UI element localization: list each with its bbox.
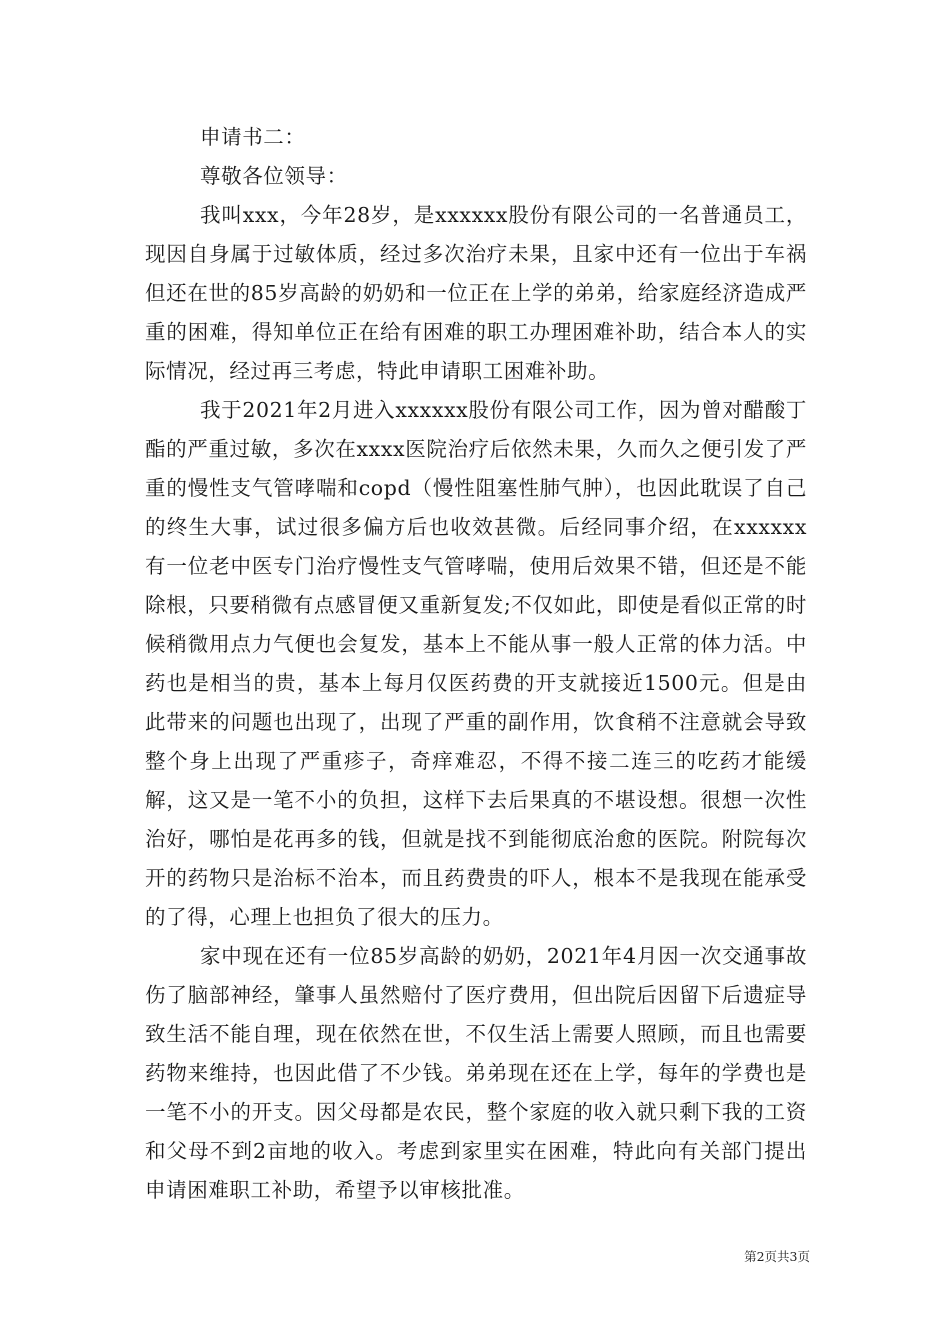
salutation: 尊敬各位领导： — [200, 164, 348, 188]
document-body — [145, 118, 807, 1210]
paragraph-family-situation: 家中现在还有一位85岁高龄的奶奶，2021年4月因一次交通事故伤了脑部神经，肇事人虽然赔付了医疗费用，但出院后因留下后遗症导致生活不能自理，现在依然在世，不仅生活上需要人照顾，而且也需要药物来维持，也因此借了不少钱。弟弟现在还在上学，每年的学费也是一笔不小的开支。因父母都是农民，整个家庭的收入就只剩下我的工资和父母不到2亩地的收入。考虑到家里实在困难，特此向有关部门提出申请困难职工补助，希望予以审核批准。 — [145, 944, 807, 1202]
document-heading: 申请书二： — [200, 125, 306, 149]
page-number: 第2页共3页 — [744, 1249, 810, 1264]
paragraph-introduction: 我叫xxx，今年28岁，是xxxxxx股份有限公司的一名普通员工，现因自身属于过敏体质，经过多次治疗未果，且家中还有一位出于车祸但还在世的85岁高龄的奶奶和一位正在上学的弟弟，给家庭经济造成严重的困难，得知单位正在给有困难的职工办理困难补助，结合本人的实际情况，经过再三考虑，特此申请职工困难补助。 — [145, 203, 807, 383]
paragraph-medical-history: 我于2021年2月进入xxxxxx股份有限公司工作，因为曾对醋酸丁酯的严重过敏，多次在xxxx医院治疗后依然未果，久而久之便引发了严重的慢性支气管哮喘和copd（慢性阻塞性肺气肿），也因此耽误了自己的终生大事，试过很多偏方后也收效甚微。后经同事介绍，在xxxxxx有一位老中医专门治疗慢性支气管哮喘，使用后效果不错，但还是不能除根，只要稍微有点感冒便又重新复发;不仅如此，即使是看似正常的时候稍微用点力气便也会复发，基本上不能从事一般人正常的体力活。中药也是相当的贵，基本上每月仅医药费的开支就接近1500元。但是由此带来的问题也出现了，出现了严重的副作用，饮食稍不注意就会导致整个身上出现了严重疹子，奇痒难忍，不得不接二连三的吃药才能缓解，这又是一笔不小的负担，这样下去后果真的不堪设想。很想一次性治好，哪怕是花再多的钱，但就是找不到能彻底治愈的医院。附院每次开的药物只是治标不治本，而且药费贵的吓人，根本不是我现在能承受的了得，心理上也担负了很大的压力。 — [145, 398, 807, 929]
